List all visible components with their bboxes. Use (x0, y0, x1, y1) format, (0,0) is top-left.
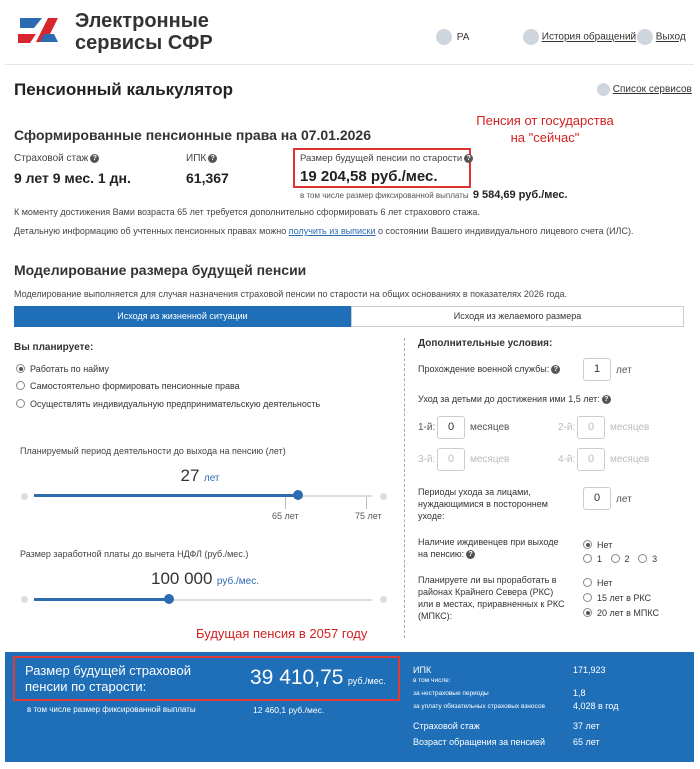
note-stazh: К моменту достижения Вами возраста 65 лет требуется дополнительно сформировать 6 лет страхового стажа. (14, 207, 480, 217)
tick-75-label: 75 лет (355, 511, 382, 521)
result-nonins-label: за нестраховые периоды (413, 690, 489, 697)
period-label: Планируемый период деятельности до выхода на пенсию (лет) (20, 446, 286, 456)
radio-north-no[interactable] (583, 578, 592, 587)
history-icon (523, 29, 539, 45)
ipk-label: ИПК ? (186, 153, 217, 164)
dependents-count-options: 1 2 3 (583, 554, 657, 564)
salary-label: Размер заработной платы до вычета НДФЛ (руб./мес.) (20, 549, 249, 559)
header-divider (5, 64, 694, 65)
north-no-option[interactable]: Нет (583, 578, 612, 588)
result-contrib-label: за уплату обязательных страховых взносов (413, 703, 545, 710)
fixed-payment-label: в том числе размер фиксированной выплаты (300, 191, 469, 200)
list-icon (597, 83, 610, 96)
annotation-bottom: Будущая пенсия в 2057 году (196, 626, 368, 641)
childcare-label: Уход за детьми до достижения ими 1,5 лет: ? (418, 394, 611, 404)
radio-north-mpks[interactable] (583, 608, 592, 617)
annotation-top-line-1: Пенсия от государства (476, 113, 614, 128)
panel-divider (404, 338, 405, 638)
dependents-no-option[interactable]: Нет (583, 540, 612, 550)
radio-dependents-3[interactable] (638, 554, 647, 563)
result-including-label: в том числе: (413, 677, 451, 684)
result-age-label: Возраст обращения за пенсией (413, 737, 546, 747)
care-label: Периоды ухода за лицами, нуждающимися в постороннем уходе: (418, 487, 548, 521)
child1-label: 1-й: (418, 422, 436, 433)
tick-65-line (285, 497, 286, 509)
plan-option-entrepreneur[interactable]: Осуществлять индивидуальную предпринимательскую деятельность (16, 399, 320, 409)
help-icon[interactable]: ? (208, 154, 217, 163)
stazh-label: Страховой стаж ? (14, 153, 99, 164)
result-nonins-value: 1,8 (573, 688, 586, 698)
result-age-value: 65 лет (573, 737, 600, 747)
care-unit: лет (616, 494, 632, 505)
result-stazh-label: Страховой стаж (413, 721, 480, 731)
radio-dependents-1[interactable] (583, 554, 592, 563)
result-fixed-label: в том числе размер фиксированной выплаты (27, 705, 196, 714)
slider-dot-right (380, 596, 387, 603)
result-label (25, 663, 191, 695)
note-ils (14, 226, 633, 236)
salary-value: 100 000 (151, 569, 213, 588)
logo-title (75, 10, 213, 54)
page-title: Пенсионный калькулятор (14, 80, 233, 99)
pension-label: Размер будущей пенсии по старости ? (300, 153, 473, 164)
result-label-line-2: пенсии по старости: (25, 679, 147, 694)
dependents-label: Наличие иждивенцев при выходе на пенсию: ? (418, 537, 559, 559)
tab-life-situation[interactable] (14, 306, 351, 327)
ils-extract-link[interactable]: получить из выписки (288, 226, 376, 236)
logout-icon (637, 29, 653, 45)
child3-input[interactable]: 0 (437, 448, 465, 471)
help-icon[interactable]: ? (602, 395, 611, 404)
plan-option-self[interactable]: Самостоятельно формировать пенсионные права (16, 381, 240, 391)
history-link[interactable] (523, 29, 636, 45)
result-amount-unit: руб./мес. (347, 676, 386, 686)
radio-dependents-no[interactable] (583, 540, 592, 549)
result-amount-row (250, 666, 386, 690)
child1-unit: месяцев (470, 422, 510, 433)
salary-slider-thumb[interactable] (164, 594, 174, 604)
care-input[interactable]: 0 (583, 487, 611, 510)
help-icon[interactable]: ? (551, 365, 560, 374)
annotation-top-line-2: на "сейчас" (510, 130, 580, 145)
slider-dot-right (380, 493, 387, 500)
note-ils-after: о состоянии Вашего индивидуального лицевого счета (ИЛС). (378, 226, 634, 236)
annotation-top (470, 112, 620, 146)
child1-input[interactable]: 0 (437, 416, 465, 439)
child4-input[interactable]: 0 (577, 448, 605, 471)
child4-unit: месяцев (610, 454, 650, 465)
radio-north-rks[interactable] (583, 593, 592, 602)
logo-line-1: Электронные (75, 10, 209, 32)
fixed-payment-value: 9 584,69 руб./мес. (472, 189, 568, 201)
result-ipk-label: ИПК (413, 665, 432, 675)
period-value-display (140, 466, 260, 486)
plan-heading: Вы планируете: (14, 342, 94, 353)
tab-desired-size[interactable] (351, 306, 684, 327)
result-contrib-value: 4,028 в год (573, 701, 619, 711)
radio-self[interactable] (16, 381, 25, 390)
radio-entrepreneur[interactable] (16, 399, 25, 408)
ipk-value: 61,367 (186, 170, 229, 186)
result-amount: 39 410,75 (250, 666, 344, 689)
logout-label: Выход (655, 31, 686, 43)
result-stazh-value: 37 лет (573, 721, 600, 731)
military-unit: лет (616, 365, 632, 376)
extra-heading: Дополнительные условия: (418, 338, 553, 349)
fixed-payment-row (300, 189, 568, 201)
help-icon[interactable]: ? (466, 550, 475, 559)
pension-value: 19 204,58 руб./мес. (300, 168, 438, 185)
result-label-line-1: Размер будущей страховой (25, 663, 192, 678)
user-avatar-icon (436, 29, 452, 45)
salary-slider-fill (34, 598, 169, 601)
result-fixed-value: 12 460,1 руб./мес. (253, 705, 325, 715)
sfr-logo-icon[interactable] (14, 10, 64, 50)
result-ipk-value: 171,923 (573, 665, 606, 675)
north-label: Планируете ли вы проработать в районах Крайнего Севера (РКС) или в местах, приравненных к РКС (МПКС): (418, 575, 565, 621)
slider-dot-left (21, 596, 28, 603)
period-value: 27 (180, 466, 200, 485)
services-list-link[interactable] (597, 83, 692, 96)
note-ils-before: Детальную информацию об учтенных пенсионных правах можно (14, 226, 287, 236)
child2-label: 2-й: (558, 422, 576, 433)
radio-dependents-2[interactable] (611, 554, 620, 563)
salary-unit: руб./мес. (216, 576, 259, 587)
user-name: РА (456, 31, 470, 43)
rights-heading: Сформированные пенсионные права на 07.01.2026 (14, 127, 372, 143)
child2-input[interactable]: 0 (577, 416, 605, 439)
logout-link[interactable] (637, 29, 686, 45)
tab-desired-label: Исходя из желаемого размера (453, 311, 582, 321)
salary-value-display (110, 569, 300, 589)
north-mpks-option[interactable]: 20 лет в МПКС (583, 608, 659, 618)
result-panel (5, 652, 694, 762)
tick-75-line (366, 497, 367, 509)
radio-employed[interactable] (16, 364, 25, 373)
child2-unit: месяцев (610, 422, 650, 433)
services-list-label: Список сервисов (612, 84, 692, 96)
period-slider-fill (34, 494, 298, 497)
military-input[interactable]: 1 (583, 358, 611, 381)
north-rks-option[interactable]: 15 лет в РКС (583, 593, 651, 603)
child3-label: 3-й: (418, 454, 436, 465)
help-icon[interactable]: ? (90, 154, 99, 163)
military-label: Прохождение военной службы: ? (418, 364, 560, 374)
history-label: История обращений (541, 31, 637, 43)
tab-life-label: Исходя из жизненной ситуации (117, 311, 248, 321)
period-slider-thumb[interactable] (293, 490, 303, 500)
stazh-value: 9 лет 9 мес. 1 дн. (14, 170, 131, 186)
logo-line-2: сервисы СФР (75, 32, 213, 54)
child4-label: 4-й: (558, 454, 576, 465)
slider-dot-left (21, 493, 28, 500)
tick-65-label: 65 лет (272, 511, 299, 521)
user-menu[interactable] (436, 29, 469, 45)
plan-option-employed[interactable]: Работать по найму (16, 364, 109, 374)
modeling-description: Моделирование выполняется для случая назначения страховой пенсии по старости на общих основаниях в показателях 2026 года. (14, 289, 567, 299)
period-unit: лет (203, 473, 220, 484)
child3-unit: месяцев (470, 454, 510, 465)
help-icon[interactable]: ? (464, 154, 473, 163)
modeling-heading: Моделирование размера будущей пенсии (14, 262, 307, 278)
